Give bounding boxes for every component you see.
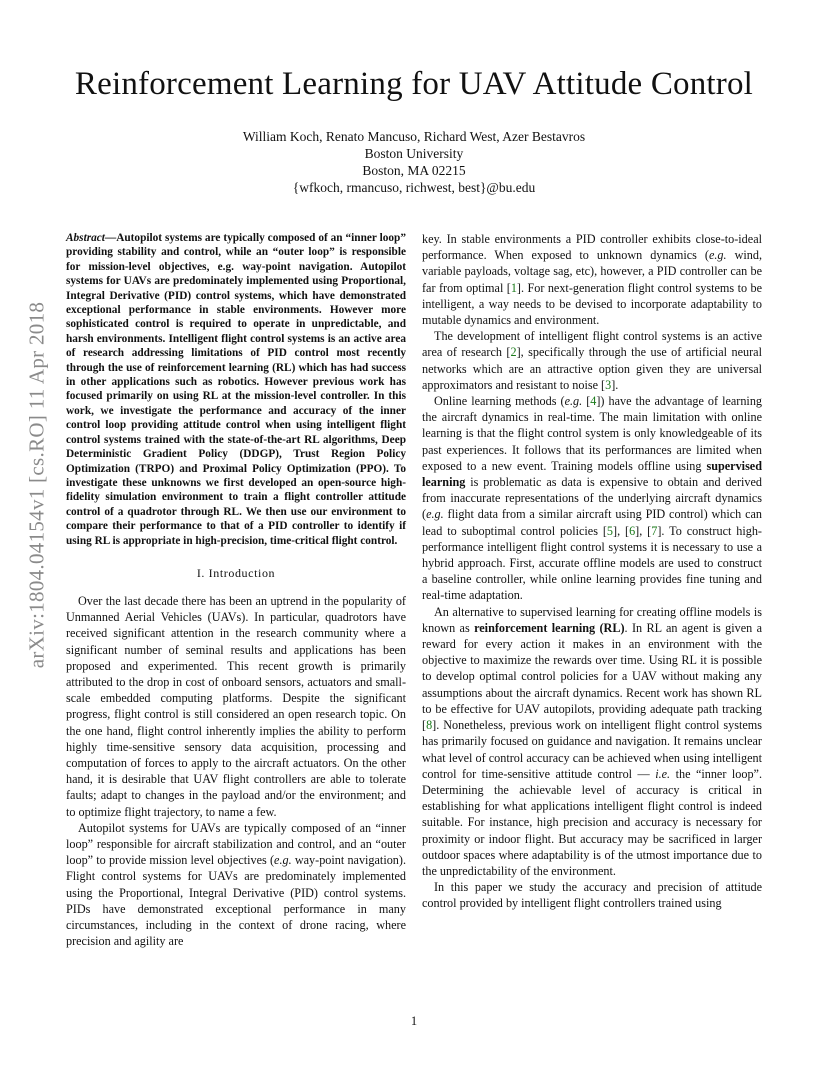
citation-link[interactable]: 8: [426, 718, 433, 733]
arxiv-identifier: arXiv:1804.04154v1 [cs.RO] 11 Apr 2018: [24, 301, 49, 669]
author-emails: {wfkoch, rmancuso, richwest, best}@bu.edu: [292, 180, 536, 195]
intro-paragraph-2: Autopilot systems for UAVs are typically composed of an “inner loop” responsible for aircraft stabilization and control, and an “outer loop” to provide mission level objectives (e.g. way-point navigation). Flight control systems for UAVs are predominately implemented using the Proportional, Integral Derivative (PID) control systems. PIDs have demonstrated exceptional performance in many circumstances, including in the context of drone racing, where precision and agility are: [66, 820, 406, 949]
right-paragraph-2: The development of intelligent flight control systems is an active area of research [2], specifically through the use of artificial neural networks which are an attractive option given they are universal approximators and resistant to noise [3].: [422, 329, 762, 392]
citation-link[interactable]: 4: [590, 394, 597, 409]
arxiv-stamp: [22, 285, 52, 685]
author-names: William Koch, Renato Mancuso, Richard West, Azer Bestavros: [242, 129, 586, 144]
intro-paragraph-1: Over the last decade there has been an uptrend in the popularity of Unmanned Aerial Vehicles (UAVs). In particular, quadrotors have received significant attention in the research community where a significant number of seminal results and applications has been proposed and experimented. This recent growth is primarily attributed to the drop in cost of onboard sensors, actuators and small-scale embedded computing platforms. Despite the significant progress, flight control is still considered an open research topic. On the one hand, flight control inherently implies the ability to perform highly time-sensitive sensory data acquisition, processing and computation of forces to apply to the aircraft actuators. On the other hand, it is desirable that UAV flight controllers are able to tolerate faults; adapt to changes in the payload and/or the environment; and to optimize flight trajectory, to name a few.: [66, 593, 406, 819]
right-paragraph-1: key. In stable environments a PID controller exhibits close-to-ideal performance. When exposed to unknown dynamics (e.g. wind, variable payloads, voltage sag, etc), however, a PID controller can be far from optimal [1]. For next-generation flight control systems to be intelligent, a way needs to be devised to incorporate adaptability to mutable dynamics and environment.: [422, 232, 762, 328]
citation-link[interactable]: 6: [629, 523, 636, 538]
section-heading-introduction: I. Introduction: [196, 565, 276, 580]
citation-link[interactable]: 1: [510, 280, 517, 295]
citation-link[interactable]: 7: [651, 523, 658, 538]
author-affiliation: Boston University: [364, 146, 464, 161]
author-location: Boston, MA 02215: [362, 163, 466, 178]
author-block: [0, 128, 828, 196]
right-column: [422, 231, 762, 912]
right-paragraph-4: An alternative to supervised learning for creating offline models is known as reinforcement learning (RL). In RL an agent is given a reward for every action it makes in an environment with the objective to maximize the rewards over time. Using RL it is possible to develop optimal control policies for a UAV without making any assumptions about the aircraft dynamics. Recent work has shown RL to be effective for UAV autopilots, providing adequate path tracking [8]. Nonetheless, previous work on intelligent flight control systems has primarily focused on guidance and navigation. It remains unclear what level of control accuracy can be achieved when using intelligent control for time-sensitive attitude control — i.e. the “inner loop”. Determining the achievable level of accuracy is critical in establishing for what applications intelligent flight control is indeed suitable. For instance, high precision and accuracy is necessary for proximity or indoor flight. But accuracy may be sacrificed in larger outdoor spaces where adaptability is of the utmost importance due to the unpredictability of the environment.: [422, 604, 762, 878]
citation-link[interactable]: 3: [605, 377, 612, 392]
abstract: [66, 231, 406, 548]
right-paragraph-3: Online learning methods (e.g. [4]) have the advantage of learning the aircraft dynamics in real-time. The main limitation with online learning is that the flight control system is only knowledgeable of its past experiences. It follows that its performances are limited when exposed to a new event. Training models offline using supervised learning is problematic as data is expensive to obtain and derived from inaccurate representations of the underlying aircraft dynamics (e.g. flight data from a similar aircraft using PID control) which can lead to suboptimal control policies [5], [6], [7]. To construct high-performance intelligent flight control systems it is necessary to use a hybrid approach. First, accurate offline models are used to construct a baseline controller, while online learning provides fine tuning and real-time adaptation.: [422, 394, 763, 603]
abstract-label: Abstract: [66, 232, 105, 244]
paper-title: Reinforcement Learning for UAV Attitude Control: [74, 66, 754, 102]
right-paragraph-5: In this paper we study the accuracy and precision of attitude control provided by intelligent flight controllers trained using: [422, 880, 762, 911]
abstract-text: Autopilot systems are typically composed of an “inner loop” providing stability and control, while an “outer loop” is responsible for mission-level objectives, e.g. way-point navigation. Autopilot systems for UAVs are predominately implemented using Proportional, Integral Derivative (PID) control systems, which have demonstrated exceptional performance in stable environments. However more sophisticated control is required to operate in unpredictable, and harsh environments. Intelligent flight control systems is an active area of research addressing limitations of PID control most recently through the use of reinforcement learning (RL) which has had success in other applications such as robotics. However previous work has focused primarily on using RL at the mission-level controller. In this work, we investigate the performance and accuracy of the inner control loop providing attitude control when using intelligent flight control systems trained with the state-of-the-art RL algorithms, Deep Deterministic Gradient Policy (DDGP), Trust Region Policy Optimization (TRPO) and Proximal Policy Optimization (PPO). To investigate these unknowns we first developed an open-source high-fidelity simulation environment to train a flight controller attitude control of a quadrotor through RL. We then use our environment to compare their performance to that of a PID controller to identify if using RL is appropriate in high-precision, time-critical flight control.: [66, 232, 406, 547]
left-column: [66, 231, 406, 949]
page-number: 1: [410, 1014, 418, 1028]
citation-link[interactable]: 2: [510, 345, 517, 360]
citation-link[interactable]: 5: [606, 523, 614, 538]
abstract-dash: —: [104, 232, 117, 244]
